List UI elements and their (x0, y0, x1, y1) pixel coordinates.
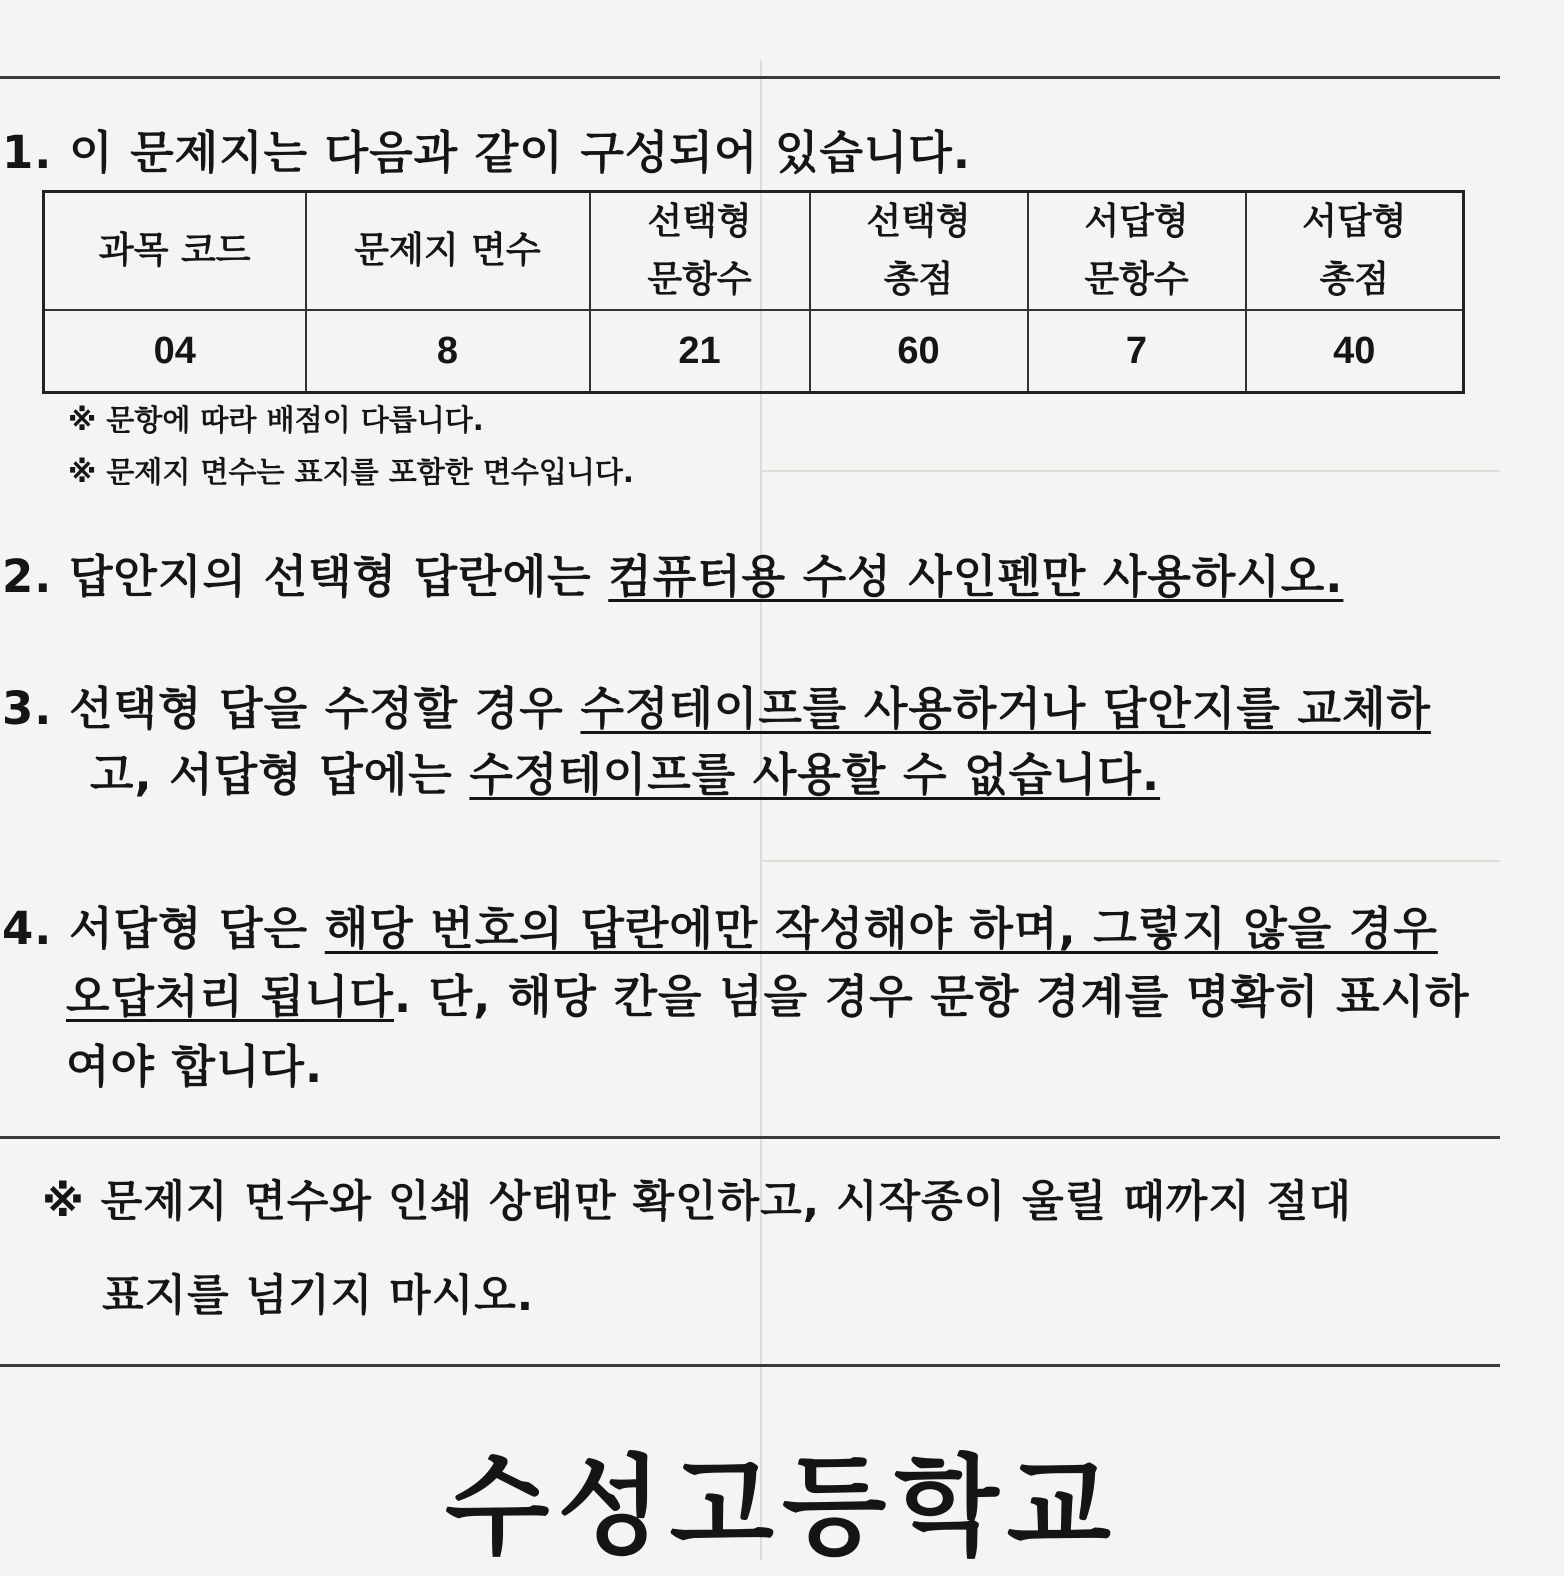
instruction-text: 이 문제지는 다음과 같이 구성되어 있습니다. (69, 126, 971, 179)
top-divider (0, 76, 1500, 79)
exam-composition-table (42, 190, 1465, 394)
instruction-text: 여야 합니다. (66, 1040, 324, 1093)
value-written-count: 7 (1028, 310, 1246, 393)
instruction-emphasis: 오답처리 됩니다 (66, 970, 394, 1023)
instruction-emphasis: 해당 번호의 답란에만 작성해야 하며, 그렇지 않을 경우 (324, 902, 1438, 955)
instruction-number: 4. (2, 902, 53, 955)
instruction-emphasis: 수정테이프를 사용할 수 없습니다. (469, 748, 1161, 801)
note-page-count: ※ 문제지 면수는 표지를 포함한 면수입니다. (68, 455, 634, 489)
value-written-score: 40 (1246, 310, 1464, 393)
instruction-text: . 단, 해당 칸을 넘을 경우 문항 경계를 명확히 표시하 (393, 970, 1470, 1023)
instruction-text: 답안지의 선택형 답란에는 (69, 550, 609, 603)
instruction-number: 3. (2, 682, 53, 735)
value-mc-score: 60 (810, 310, 1028, 393)
instruction-4-cont-2 (66, 1030, 323, 1095)
warning-line-1: ※ 문제지 면수와 인쇄 상태만 확인하고, 시작종이 울릴 때까지 절대 (42, 1177, 1352, 1227)
warning-line-2: 표지를 넘기지 마시오. (102, 1271, 535, 1321)
instruction-1 (2, 116, 971, 181)
value-mc-count: 21 (590, 310, 810, 393)
instruction-3 (2, 672, 1431, 737)
instruction-3-cont (90, 738, 1160, 803)
note-scoring: ※ 문항에 따라 배점이 다릅니다. (68, 403, 484, 437)
table-value-row (44, 310, 1464, 393)
instruction-2 (2, 540, 1343, 605)
header-written-count: 서답형 문항수 (1028, 192, 1246, 311)
instruction-text: 선택형 답을 수정할 경우 (69, 682, 581, 735)
table-header-row (44, 192, 1464, 311)
value-page-count: 8 (306, 310, 590, 393)
school-name: 수성고등학교 (445, 1445, 1119, 1570)
header-page-count: 문제지 면수 (306, 192, 590, 311)
instruction-text: 고, 서답형 답에는 (90, 748, 470, 801)
value-subject-code: 04 (44, 310, 306, 393)
header-subject-code: 과목 코드 (44, 192, 306, 311)
bottom-divider (0, 1364, 1500, 1367)
instruction-4 (2, 892, 1438, 957)
header-written-score: 서답형 총점 (1246, 192, 1464, 311)
instruction-number: 1. (2, 126, 53, 179)
instruction-emphasis: 컴퓨터용 수성 사인펜만 사용하시오. (608, 550, 1344, 603)
instruction-text: 서답형 답은 (69, 902, 325, 955)
instruction-number: 2. (2, 550, 53, 603)
middle-divider (0, 1136, 1500, 1139)
instruction-emphasis: 수정테이프를 사용하거나 답안지를 교체하 (580, 682, 1431, 735)
instruction-4-cont (66, 960, 1470, 1025)
header-mc-count: 선택형 문항수 (590, 192, 810, 311)
header-mc-score: 선택형 총점 (810, 192, 1028, 311)
